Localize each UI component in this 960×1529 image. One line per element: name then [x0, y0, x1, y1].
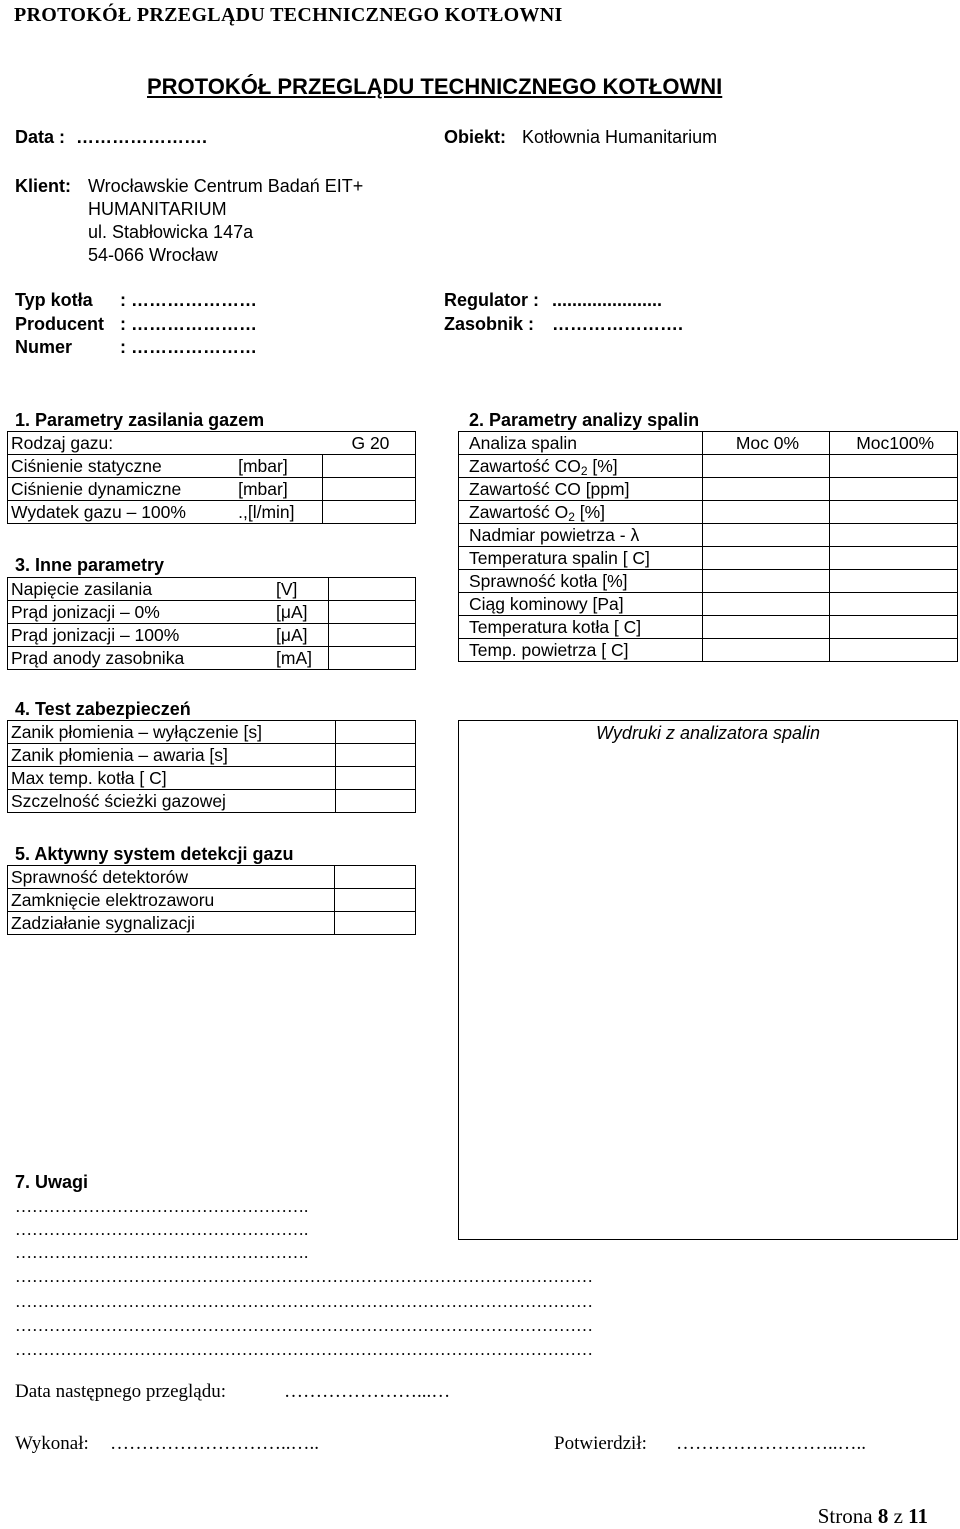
table-row — [8, 866, 416, 889]
cell-power-100 — [830, 524, 958, 547]
cell-power-0 — [702, 616, 830, 639]
row-label: Max temp. kotła [ C] — [8, 767, 336, 790]
row-value — [335, 767, 416, 790]
table-row — [8, 601, 416, 624]
tank-label: Zasobnik : — [444, 314, 535, 334]
regulator-label: Regulator : — [444, 290, 540, 310]
row-label: Zawartość $CO_2$ [%] — [459, 455, 703, 478]
cell-power-100 — [830, 639, 958, 662]
page-separator: z — [893, 1504, 903, 1528]
page-prefix: Strona — [817, 1504, 873, 1528]
confirmed-by-value: ……………………..….. — [676, 1433, 866, 1454]
client-line-1: Wrocławskie Centrum Badań EIT+ — [88, 176, 364, 196]
remarks-line: ……………………………………………. — [15, 1243, 309, 1262]
other-params-table — [7, 577, 416, 670]
row-label: Prąd anody zasobnika — [8, 647, 274, 670]
table-row — [8, 744, 416, 767]
boiler-type-value: : ………………… — [120, 290, 257, 310]
running-header: PROTOKÓŁ PRZEGLĄDU TECHNICZNEGO KOTŁOWNI — [14, 4, 563, 26]
column-header-power-100: Moc100% — [830, 432, 958, 455]
cell-power-100 — [830, 547, 958, 570]
client-line-3: ul. Stabłowicka 147a — [88, 222, 254, 242]
row-value — [323, 478, 416, 501]
table-row — [459, 547, 958, 570]
row-label: Prąd jonizacji – 0% — [8, 601, 274, 624]
date-value: …………………. — [76, 127, 208, 147]
page-number — [818, 1504, 928, 1529]
cell-power-0 — [702, 455, 830, 478]
row-label: Zawartość CO [ppm] — [459, 478, 703, 501]
table-row — [8, 455, 416, 478]
remarks-line: ………………………………………………………………………………………… — [15, 1267, 593, 1286]
row-label: Zanik płomienia – wyłączenie [s] — [8, 721, 336, 744]
table-row — [8, 501, 416, 524]
client-line-4: 54-066 Wrocław — [88, 245, 218, 265]
row-label: Ciśnienie statyczne — [8, 455, 236, 478]
page-current: 8 — [877, 1504, 889, 1528]
flue-gas-table — [458, 431, 958, 662]
cell-power-0 — [702, 501, 830, 524]
cell-power-0 — [702, 478, 830, 501]
analyzer-printouts-box — [458, 720, 958, 1240]
row-value — [329, 601, 416, 624]
table-header-row — [459, 432, 958, 455]
row-label: Temperatura spalin [ C] — [459, 547, 703, 570]
table-row — [459, 455, 958, 478]
row-unit: [mbar] — [235, 478, 323, 501]
table-row — [459, 593, 958, 616]
row-value — [335, 889, 416, 912]
cell-power-100 — [830, 455, 958, 478]
table-row — [8, 578, 416, 601]
object-value: Kotłownia Humanitarium — [522, 127, 718, 147]
row-label: Temperatura kotła [ C] — [459, 616, 703, 639]
gas-type-value: G 20 — [323, 432, 416, 455]
table-row — [8, 912, 416, 935]
row-value — [329, 578, 416, 601]
table-row — [459, 501, 958, 524]
row-label: Szczelność ścieżki gazowej — [8, 790, 336, 813]
cell-power-100 — [830, 478, 958, 501]
section3-title: 3. Inne parametry — [15, 555, 165, 575]
row-label: Zadziałanie sygnalizacji — [8, 912, 335, 935]
row-label: Zamknięcie elektrozaworu — [8, 889, 335, 912]
row-value — [323, 455, 416, 478]
cell-power-0 — [702, 593, 830, 616]
cell-power-0 — [702, 639, 830, 662]
row-label: Ciąg kominowy [Pa] — [459, 593, 703, 616]
section1-title: 1. Parametry zasilania gazem — [15, 410, 265, 430]
table-row — [8, 790, 416, 813]
gas-supply-table — [7, 431, 416, 524]
cell-power-0 — [702, 547, 830, 570]
row-value — [335, 721, 416, 744]
row-label: Temp. powietrza [ C] — [459, 639, 703, 662]
column-header-label: Analiza spalin — [459, 432, 703, 455]
row-unit: [V] — [273, 578, 329, 601]
performed-by-value: ………………………..….. — [110, 1433, 319, 1454]
row-label: Rodzaj gazu: — [8, 432, 236, 455]
section7-title: 7. Uwagi — [15, 1172, 89, 1192]
client-line-2: HUMANITARIUM — [88, 199, 227, 219]
remarks-line: ……………………………………………. — [15, 1220, 309, 1239]
table-row — [8, 432, 416, 455]
next-review-label: Data następnego przeglądu: — [15, 1381, 227, 1402]
row-label: Zanik płomienia – awaria [s] — [8, 744, 336, 767]
remarks-line: ……………………………………………. — [15, 1197, 309, 1216]
row-label: Zawartość $O_2$ [%] — [459, 501, 703, 524]
row-label: Sprawność kotła [%] — [459, 570, 703, 593]
table-row — [8, 767, 416, 790]
number-label: Numer — [15, 337, 73, 357]
date-label: Data : — [15, 127, 66, 147]
row-value — [335, 790, 416, 813]
cell-power-100 — [830, 570, 958, 593]
row-label: Wydatek gazu – 100% — [8, 501, 236, 524]
table-row — [459, 639, 958, 662]
cell-power-0 — [702, 570, 830, 593]
confirmed-by-label: Potwierdził: — [554, 1433, 647, 1454]
row-value — [335, 744, 416, 767]
table-row — [8, 721, 416, 744]
row-value — [335, 912, 416, 935]
row-unit: [mA] — [273, 647, 329, 670]
table-row — [8, 624, 416, 647]
row-unit: [mbar] — [235, 455, 323, 478]
tank-value: …………………. — [552, 314, 684, 334]
row-label: Nadmiar powietrza - λ — [459, 524, 703, 547]
regulator-value: ...................... — [552, 290, 663, 310]
section2-title: 2. Parametry analizy spalin — [469, 410, 700, 430]
row-unit — [235, 432, 323, 455]
producer-value: : ………………… — [120, 314, 257, 334]
section4-title: 4. Test zabezpieczeń — [15, 699, 191, 719]
boiler-type-label: Typ kotła — [15, 290, 93, 310]
row-label: Ciśnienie dynamiczne — [8, 478, 236, 501]
row-value — [329, 624, 416, 647]
performed-by-label: Wykonał: — [15, 1433, 89, 1454]
row-label: Napięcie zasilania — [8, 578, 274, 601]
analyzer-printouts-label: Wydruki z analizatora spalin — [595, 723, 821, 743]
cell-power-100 — [830, 501, 958, 524]
next-review-value: …………………...… — [284, 1381, 451, 1402]
remarks-line: ………………………………………………………………………………………… — [15, 1340, 593, 1359]
client-label: Klient: — [15, 176, 71, 196]
object-label: Obiekt: — [444, 127, 507, 147]
row-value — [335, 866, 416, 889]
row-value — [329, 647, 416, 670]
safety-test-table — [7, 720, 416, 813]
cell-power-100 — [830, 616, 958, 639]
table-row — [459, 616, 958, 639]
column-header-power-0: Moc 0% — [702, 432, 830, 455]
remarks-line: ………………………………………………………………………………………… — [15, 1292, 593, 1311]
table-row — [8, 889, 416, 912]
page-title: PROTOKÓŁ PRZEGLĄDU TECHNICZNEGO KOTŁOWNI — [147, 74, 723, 99]
producer-label: Producent — [15, 314, 105, 334]
row-unit: [μA] — [273, 624, 329, 647]
remarks-line: ………………………………………………………………………………………… — [15, 1316, 593, 1335]
table-row — [459, 524, 958, 547]
number-value: : ………………… — [120, 337, 257, 357]
row-label: Sprawność detektorów — [8, 866, 335, 889]
page-total: 11 — [908, 1504, 928, 1528]
section5-title: 5. Aktywny system detekcji gazu — [15, 844, 294, 864]
row-unit: [μA] — [273, 601, 329, 624]
table-row — [8, 647, 416, 670]
cell-power-100 — [830, 593, 958, 616]
row-label: Prąd jonizacji – 100% — [8, 624, 274, 647]
row-unit: .,[l/min] — [235, 501, 323, 524]
table-row — [459, 478, 958, 501]
gas-detection-table — [7, 865, 416, 935]
table-row — [459, 570, 958, 593]
row-value — [323, 501, 416, 524]
cell-power-0 — [702, 524, 830, 547]
table-row — [8, 478, 416, 501]
